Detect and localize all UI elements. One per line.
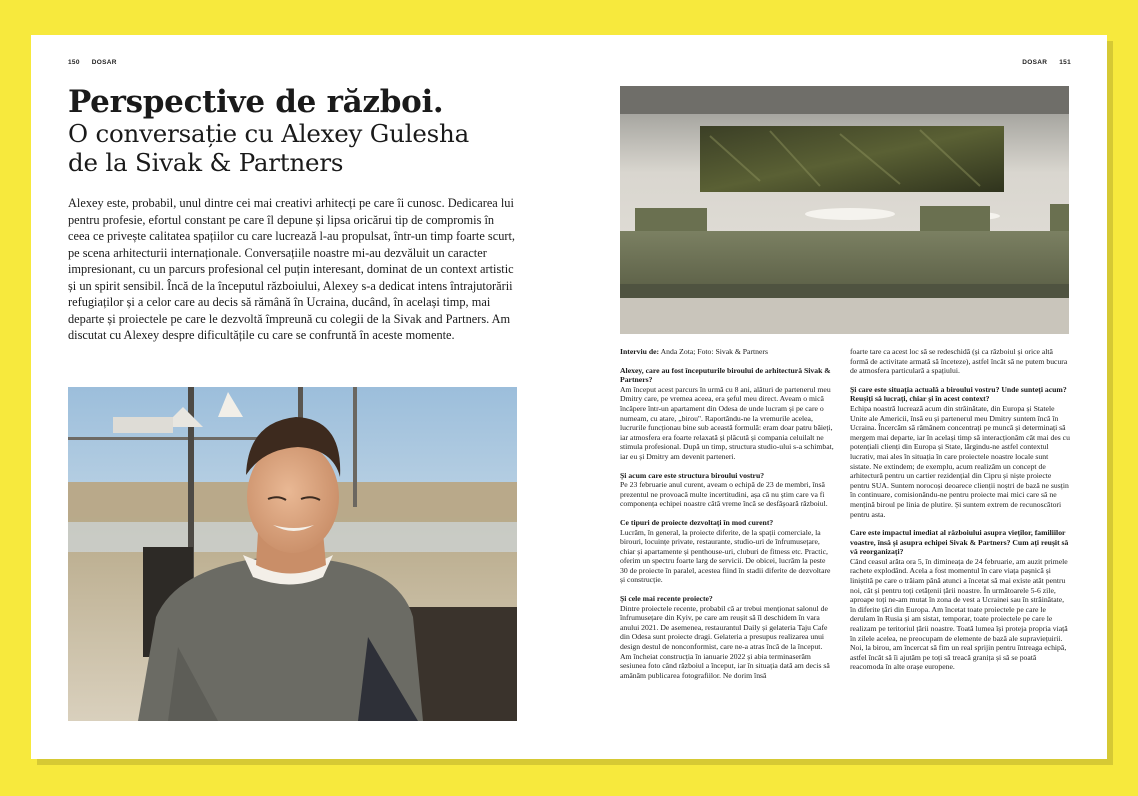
- section-label-left: DOSAR: [91, 59, 117, 66]
- title-line-2: O conversație cu Alexey Gulesha: [68, 119, 470, 148]
- interview-credit: [620, 347, 835, 357]
- answer-continued: foarte tare ca acest loc să se redeschidă (și ca războiul și orice altă formă de activitate armată să înceteze), astfel încât să ne putem bucura de atmosfera particulară a spațiului.: [850, 347, 1068, 376]
- answer: Când ceasul arăta ora 5, în dimineața de 24 februarie, am auzit primele rachete explodând. Acela a fost momentul în care viața pașnică și liniștită pe care o trăiam până atunci a încetat să mai existe atât pentru noi, cât și pentru toți cetățenii țării noastre. În următoarele 5-6 zile, aproape toți ne-am mutat în zona de vest a Ucrainei sau în străinătate, în diferite țări din Europa. Am încetat toate proiectele pe care le derulam în Rusia și am sistat, temporar, toate proiectele pe care le realizam pe teritoriul țării noastre. Toată lumea își proteja propria viață în zilele acelea, ne preocupam de elemente de bază ale supraviețuirii. Noi, la birou, am încercat să fim un real sprijin pentru întreaga echipă, astfel încât să îi ajutăm pe toți să treacă granița și să se poată reacomoda în alte orașe europene.: [850, 556, 1068, 672]
- title-line-3: de la Sivak & Partners: [68, 148, 344, 177]
- folio-right: [1010, 59, 1071, 66]
- title-line-1: Perspective de război.: [68, 84, 444, 120]
- question: Și acum care este structura biroului vostru?: [620, 470, 765, 480]
- credit-text: Anda Zota; Foto: Sivak & Partners: [659, 347, 768, 356]
- folio-left: [68, 59, 129, 66]
- question: Și care este situația actuală a biroului vostru? Unde sunteți acum? Reușiți să lucrați, chiar și în acest context?: [850, 384, 1067, 404]
- question: Care este impactul imediat al războiului asupra vieților, familiilor voastre, însă și asupra echipei Sivak & Partners? Cum ați reușit să vă reorganizați?: [850, 528, 1069, 557]
- answer: Lucrăm, în general, la proiecte diferite, de la spații comerciale, la birouri, locuințe private, restaurante, studio-uri de înfrumusețare, chiar și apartamente și penthouse-uri, cluburi de fitness etc. Practic, oferim un spectru foarte larg de servicii. De obicei, lucrăm la peste 30 de proiecte în paralel, acestea fiind în stadii diferite de dezvoltare și construcție.: [620, 527, 831, 585]
- lead-paragraph: Alexey este, probabil, unul dintre cei mai creativi arhitecți pe care îi cunosc. Dedicarea lui pentru profesie, efortul constant pe care îl depune și lipsa oricărui tip de compromis în ceea ce privește calitatea spațiilor cu care lucrează l-au propulsat, într-un timp foarte scurt, pe scena arhitecturii internaționale. Conversațiile noastre mi-au dezvăluit un caracter impresionant, cu un parcurs profesional cel puțin interesant, dominat de un context artistic și un spirit sensibil. Încă de la începutul războiului, Alexey s-a dedicat intens întrajutorării refugiaților și a celor care au decis să rămână în Ucraina, ducând, în același timp, mai departe și proiectele pe care le dezvoltă împreună cu colegii de la Sivak and Partners. Am discutat cu Alexey despre dificultățile cu care se confruntă în aceste momente.: [68, 196, 515, 342]
- portrait-photo: [68, 387, 517, 721]
- magazine-spread: [31, 35, 1107, 759]
- article-title: [68, 85, 528, 177]
- answer: Am început acest parcurs în urmă cu 8 ani, alături de partenerul meu Dmitry care, pe vremea aceea, era șeful meu direct. Aveam o mică încăpere într-un apartament din Odesa de unde lucram și pe care o numeam, cu atare, „birou". Raportându-ne la vremurile acelea, lucrurile funcționau bine sub această formulă: eram doar patru băieți, iar atmosfera era foarte relaxată și plăcută și compania celuilalt ne stimula profesional. După un timp, structura studio-ului s-a schimbat, iar eu și Dmitry am devenit parteneri.: [620, 384, 834, 461]
- question: Alexey, care au fost începuturile biroului de arhitectură Sivak & Partners?: [620, 365, 831, 385]
- office-interior-photo: [620, 86, 1069, 334]
- question: Ce tipuri de proiecte dezvoltați în mod curent?: [620, 517, 774, 527]
- page-number-right: 151: [1059, 59, 1071, 66]
- answer: Pe 23 februarie anul curent, aveam o echipă de 23 de membri, însă prezentul ne provoacă multe incertitudini, așa că nu știm care va fi componența echipei noastre câtă vreme încă se desfășoară războiul.: [620, 480, 828, 509]
- answer: Echipa noastră lucrează acum din străinătate, din Europa și Statele Unite ale Americii, însă eu și partenerul meu Dmitry suntem încă în Ucraina. Încercăm să rămânem concentrați pe muncă și determinați să mergem mai departe, iar în același timp să interacționăm cât mai des cu potențiali clienți din Europa și State, lărgindu-ne astfel contextul lucrativ, mai ales în situația în care proiectele noastre locale sunt sistate. Ne extindem; de exemplu, acum realizăm un concept de arhitectură pentru un cartier rezidențial din Cipru și niște proiecte pentru SUA. Suntem norocoși deoarece clienții noștri de bază ne susțin în continuare, comisionându-ne pentru proiecte mai mici care să ne mențină biroul pe linia de plutire. Și suntem extrem de recunoscători pentru asta.: [850, 403, 1070, 519]
- answer: Dintre proiectele recente, probabil că ar trebui menționat salonul de înfrumusețare din Kyiv, pe care am reușit să îl deschidem în vara anului 2021. De asemenea, restaurantul Daily și gelateria Taju Cafe din Odesa sunt proiecte dragi. Gelateria a presupus realizarea unui design destul de nonconformist, care ne-a atras încă de la început. Am încheiat construcția în ianuarie 2022 și abia terminaserăm sesiunea foto când războiul a început, iar în situația dată am decis să amânăm publicarea fotografiilor. Ne dorim însă: [620, 603, 830, 680]
- credit-label: Interviu de:: [620, 347, 660, 356]
- page-number-left: 150: [68, 59, 80, 66]
- question: Și cele mai recente proiecte?: [620, 594, 713, 604]
- section-label-right: DOSAR: [1022, 59, 1048, 66]
- interview-column-1: [620, 347, 835, 689]
- interview-column-2: [850, 347, 1070, 681]
